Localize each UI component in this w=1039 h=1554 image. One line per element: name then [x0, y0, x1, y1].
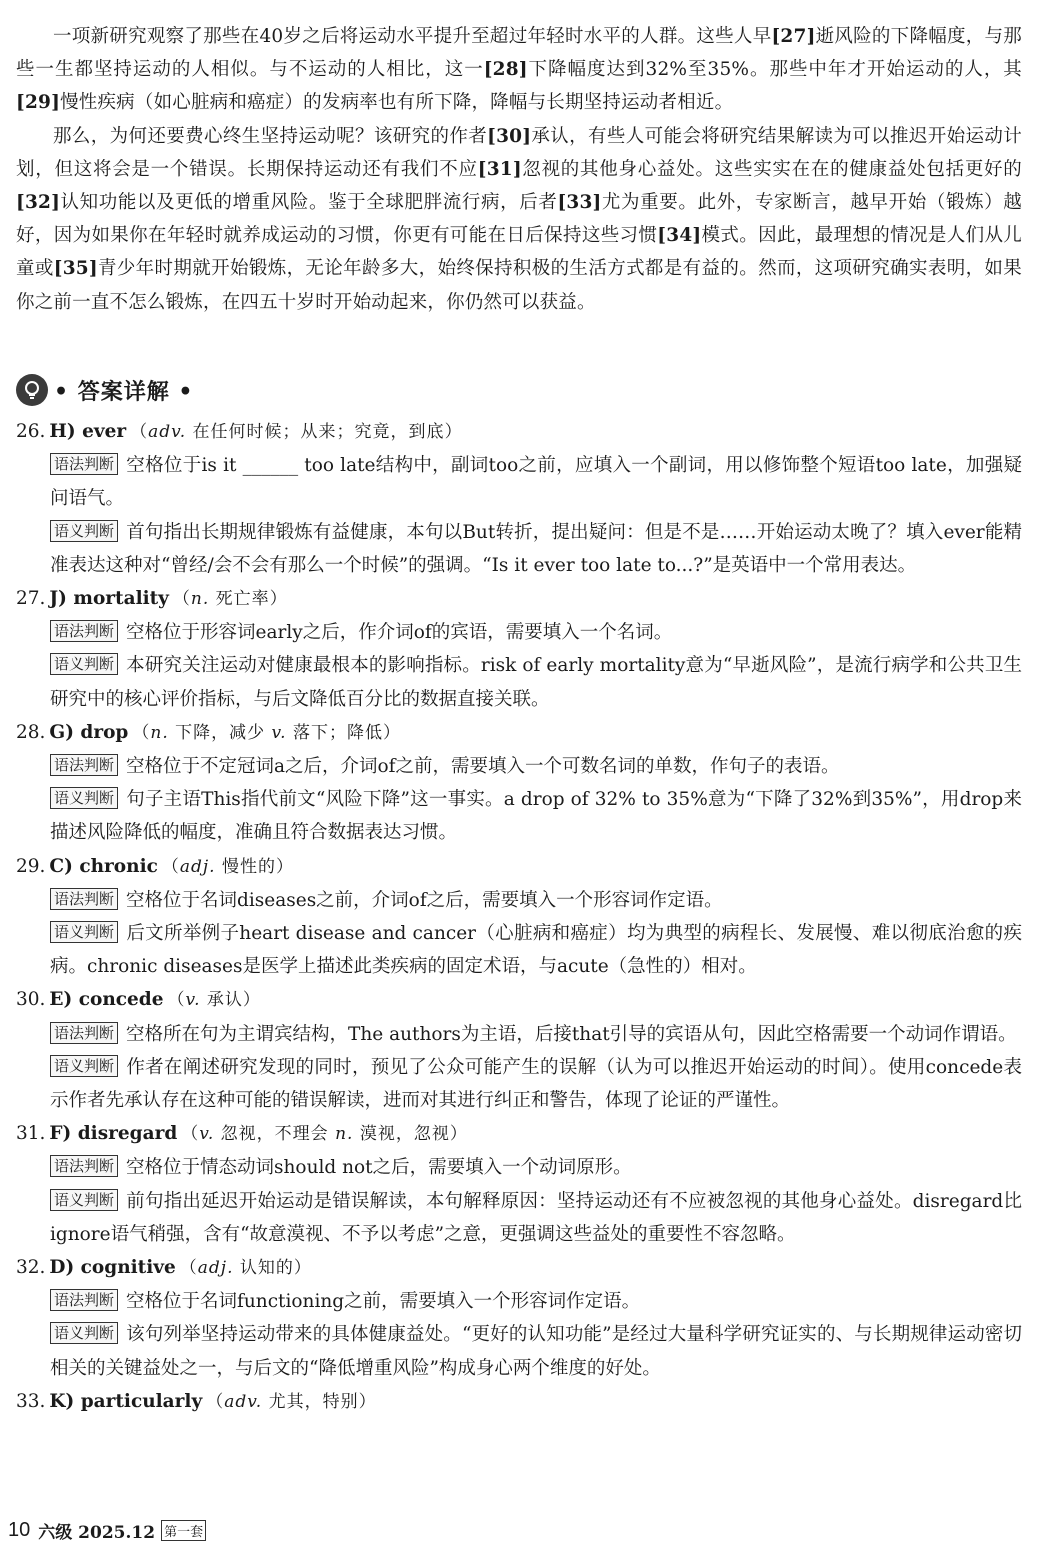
part-of-speech: n.: [150, 722, 169, 743]
gloss-text: 忽视，不理会: [214, 1124, 336, 1145]
translation-passage: [16, 20, 1022, 319]
grammar-explanation: [50, 616, 1022, 649]
explanation-text: 首句指出长期规律锻炼有益健康，本句以But转折，提出疑问：但是不是……开始运动太晚了？填入ever能精准表达这种对“曾经/会不会有那么一个时候”的强调。“Is it ever too late to...?”是英语中一个常用表达。: [50, 521, 1022, 576]
page-footer: [8, 1518, 206, 1543]
grammar-tag: 语法判断: [50, 888, 118, 910]
passage-text: 慢性疾病（如心脏病和癌症）的发病率也有所下降，降幅与长期坚持运动者相近。: [60, 92, 734, 114]
gloss-text: 落下；降低: [286, 722, 383, 743]
gloss-text: 承认: [200, 990, 243, 1011]
answer-item: [16, 582, 1022, 716]
answer-number: 30.: [16, 989, 46, 1011]
blank-marker: [32]: [16, 192, 61, 214]
answer-item: [16, 716, 1022, 850]
answer-heading: [16, 1385, 1022, 1419]
answer-item: [16, 1385, 1022, 1419]
explanation-text: 后文所举例子heart disease and cancer（心脏病和癌症）均为典型的病程长、发展慢、难以彻底治愈的疾病。chronic diseases是医学上描述此类疾病的固定术语，与acute（急性的）相对。: [50, 923, 1022, 978]
gloss-text: 慢性的: [215, 856, 276, 877]
answer-key: D) cognitive: [49, 1257, 176, 1279]
semantic-tag: 语义判断: [50, 787, 118, 809]
grammar-explanation: [50, 750, 1022, 783]
passage-text: 认知功能以及更低的增重风险。鉴于全球肥胖流行病，后者: [60, 192, 558, 214]
answer-heading: [16, 1117, 1022, 1151]
part-of-speech: n.: [335, 1124, 354, 1145]
answer-section-header: [16, 370, 193, 410]
gloss-text: 在任何时候；从来；究竟，到底: [186, 422, 445, 442]
gloss-text: 死亡率: [209, 589, 270, 610]
answer-number: 27.: [16, 588, 46, 610]
page-number: 10: [8, 1519, 31, 1541]
answer-key: J) mortality: [49, 588, 169, 610]
part-of-speech: v.: [185, 990, 201, 1011]
semantic-tag: 语义判断: [50, 1189, 118, 1211]
semantic-explanation: [50, 649, 1022, 715]
answer-gloss: （adv. 尤其，特别）: [206, 1391, 377, 1412]
part-of-speech: n.: [190, 589, 210, 610]
passage-paragraph-1: [16, 20, 1022, 120]
answer-heading: [16, 582, 1022, 616]
answer-item: [16, 1117, 1022, 1251]
passage-text: 下降幅度达到32%至35%。那些中年才开始运动的人，其: [527, 59, 1023, 81]
answer-number: 26.: [16, 421, 46, 442]
grammar-tag: 语法判断: [50, 1022, 118, 1044]
blank-marker: [34]: [657, 225, 702, 247]
answer-number: 32.: [16, 1257, 46, 1279]
answer-list: [16, 415, 1022, 1419]
answer-heading: [16, 983, 1022, 1017]
passage-paragraph-2: [16, 120, 1022, 319]
semantic-tag: 语义判断: [50, 1322, 118, 1344]
answer-item: [16, 983, 1022, 1117]
answer-gloss: （v. 承认）: [167, 990, 261, 1011]
semantic-tag: 语义判断: [50, 1055, 118, 1077]
explanation-text: 句子主语This指代前文“风险下降”这一事实。a drop of 32% to 35%意为“下降了32%到35%”，用drop来描述风险降低的幅度，准确且符合数据表达习惯。: [50, 789, 1022, 844]
answer-gloss: （adj. 认知的）: [179, 1258, 312, 1279]
answer-gloss: （n. 下降，减少 v. 落下；降低）: [132, 722, 401, 743]
passage-text: 青少年时期就开始锻炼，无论年龄多大，始终保持积极的生活方式都是有益的。然而，这项研究确实表明，如果你之前一直不怎么锻炼，在四五十岁时开始动起来，你仍然可以获益。: [16, 258, 1022, 313]
answer-key: E) concede: [49, 989, 164, 1011]
answer-item: [16, 415, 1022, 582]
grammar-tag: 语法判断: [50, 1289, 118, 1311]
answer-item: [16, 1251, 1022, 1385]
grammar-explanation: [50, 1151, 1022, 1184]
explanation-text: 空格位于is it ______ too late结构中，副词too之前，应填入一个副词，用以修饰整个短语too late，加强疑问语气。: [50, 455, 1022, 510]
edition-label: 六级 2025.12: [38, 1523, 156, 1543]
semantic-explanation: [50, 783, 1022, 849]
semantic-explanation: [50, 917, 1022, 983]
answer-key: H) ever: [49, 421, 127, 442]
lightbulb-icon: [16, 374, 48, 406]
blank-marker: [35]: [53, 258, 98, 280]
semantic-tag: 语义判断: [50, 520, 118, 542]
grammar-explanation: [50, 449, 1022, 515]
explanation-text: 前句指出延迟开始运动是错误解读，本句解释原因：坚持运动还有不应被忽视的其他身心益处。disregard比ignore语气稍强，含有“故意漠视、不予以考虑”之意，更强调这些益处的重要性不容忽略。: [50, 1190, 1022, 1245]
answer-number: 28.: [16, 721, 46, 743]
answer-heading: [16, 1251, 1022, 1285]
gloss-text: 下降，减少: [168, 722, 272, 743]
set-badge: 第一套: [161, 1520, 206, 1541]
part-of-speech: adj.: [197, 1258, 234, 1279]
grammar-tag: 语法判断: [50, 754, 118, 776]
blank-marker: [27]: [771, 26, 816, 47]
part-of-speech: adv.: [148, 422, 187, 442]
answer-heading: [16, 415, 1022, 449]
explanation-text: 空格位于名词functioning之前，需要填入一个形容词作定语。: [126, 1291, 641, 1313]
part-of-speech: adv.: [224, 1391, 263, 1412]
semantic-tag: 语义判断: [50, 653, 118, 675]
answer-gloss: （v. 忽视，不理会 n. 漠视，忽视）: [181, 1124, 468, 1145]
blank-marker: [28]: [483, 59, 528, 81]
gloss-text: 漠视，忽视: [353, 1124, 450, 1145]
answer-gloss: （adj. 慢性的）: [161, 856, 294, 877]
gloss-text: 认知的: [233, 1258, 294, 1279]
semantic-explanation: [50, 1051, 1022, 1117]
answer-number: 29.: [16, 855, 46, 877]
semantic-explanation: [50, 1185, 1022, 1251]
explanation-text: 空格位于情态动词should not之后，需要填入一个动词原形。: [126, 1157, 632, 1179]
passage-text: 模式。因此，最理想的情况是人们从儿童或: [16, 225, 1023, 280]
passage-text: 逝风险的下降幅度，与那些一生都坚持运动的人相似。与不运动的人相比，这一: [16, 26, 1022, 81]
passage-text: 一项新研究观察了那些在40岁之后将运动水平提升至超过年轻时水平的人群。这些人早: [53, 26, 772, 47]
grammar-tag: 语法判断: [50, 1155, 118, 1177]
explanation-text: 作者在阐述研究发现的同时，预见了公众可能产生的误解（认为可以推迟开始运动的时间）。使用concede表示作者先承认存在这种可能的错误解读，进而对其进行纠正和警告，体现了论证的严谨性。: [50, 1056, 1022, 1112]
grammar-tag: 语法判断: [50, 453, 118, 475]
answer-key: K) particularly: [49, 1390, 203, 1412]
part-of-speech: v.: [271, 722, 287, 743]
explanation-text: 本研究关注运动对健康最根本的影响指标。risk of early mortality意为“早逝风险”，是流行病学和公共卫生研究中的核心评价指标，与后文降低百分比的数据直接关联。: [50, 655, 1022, 710]
answer-heading: [16, 716, 1022, 750]
grammar-tag: 语法判断: [50, 620, 118, 642]
passage-text: 那么，为何还要费心终生坚持运动呢？该研究的作者: [53, 125, 488, 147]
answer-number: 31.: [16, 1123, 46, 1145]
blank-marker: [29]: [16, 92, 61, 114]
blank-marker: [31]: [477, 158, 522, 180]
grammar-explanation: [50, 884, 1022, 917]
answer-key: C) chronic: [49, 855, 158, 877]
explanation-text: 空格位于名词diseases之前，介词of之后，需要填入一个形容词作定语。: [126, 889, 723, 911]
explanation-text: 空格位于形容词early之后，作介词of的宾语，需要填入一个名词。: [126, 622, 673, 644]
passage-text: 承认，有些人可能会将研究结果解读为可以推迟开始运动计划，但这将会是一个错误。长期保持运动还有我们不应: [16, 125, 1022, 180]
answer-key: F) disregard: [49, 1123, 178, 1145]
explanation-text: 空格所在句为主谓宾结构，The authors为主语，后接that引导的宾语从句，因此空格需要一个动词作谓语。: [126, 1023, 1017, 1045]
blank-marker: [30]: [487, 125, 532, 147]
semantic-tag: 语义判断: [50, 921, 118, 943]
gloss-text: 尤其，特别: [262, 1391, 359, 1412]
explanation-text: 该句列举坚持运动带来的具体健康益处。“更好的认知功能”是经过大量科学研究证实的、与长期规律运动密切相关的关键益处之一，与后文的“降低增重风险”构成身心两个维度的好处。: [50, 1324, 1022, 1379]
grammar-explanation: [50, 1018, 1022, 1051]
explanation-text: 空格位于不定冠词a之后，介词of之前，需要填入一个可数名词的单数，作句子的表语。: [126, 756, 840, 778]
semantic-explanation: [50, 516, 1022, 582]
answer-gloss: （adv. 在任何时候；从来；究竟，到底）: [130, 422, 463, 442]
passage-text: 忽视的其他身心益处。这些实实在在的健康益处包括更好的: [521, 158, 1022, 180]
answer-heading: [16, 850, 1022, 884]
answer-gloss: （n. 死亡率）: [172, 589, 288, 610]
answer-item: [16, 850, 1022, 984]
semantic-explanation: [50, 1318, 1022, 1384]
blank-marker: [33]: [557, 192, 602, 214]
part-of-speech: v.: [199, 1124, 215, 1145]
grammar-explanation: [50, 1285, 1022, 1318]
answer-number: 33.: [16, 1390, 46, 1412]
section-title: • 答案详解 •: [54, 378, 194, 405]
answer-key: G) drop: [49, 721, 129, 743]
passage-text: 尤为重要。此外，专家断言，越早开始（锻炼）越好，因为如果你在年轻时就养成运动的习惯，你更有可能在日后保持这些习惯: [16, 192, 1023, 247]
part-of-speech: adj.: [179, 856, 216, 877]
